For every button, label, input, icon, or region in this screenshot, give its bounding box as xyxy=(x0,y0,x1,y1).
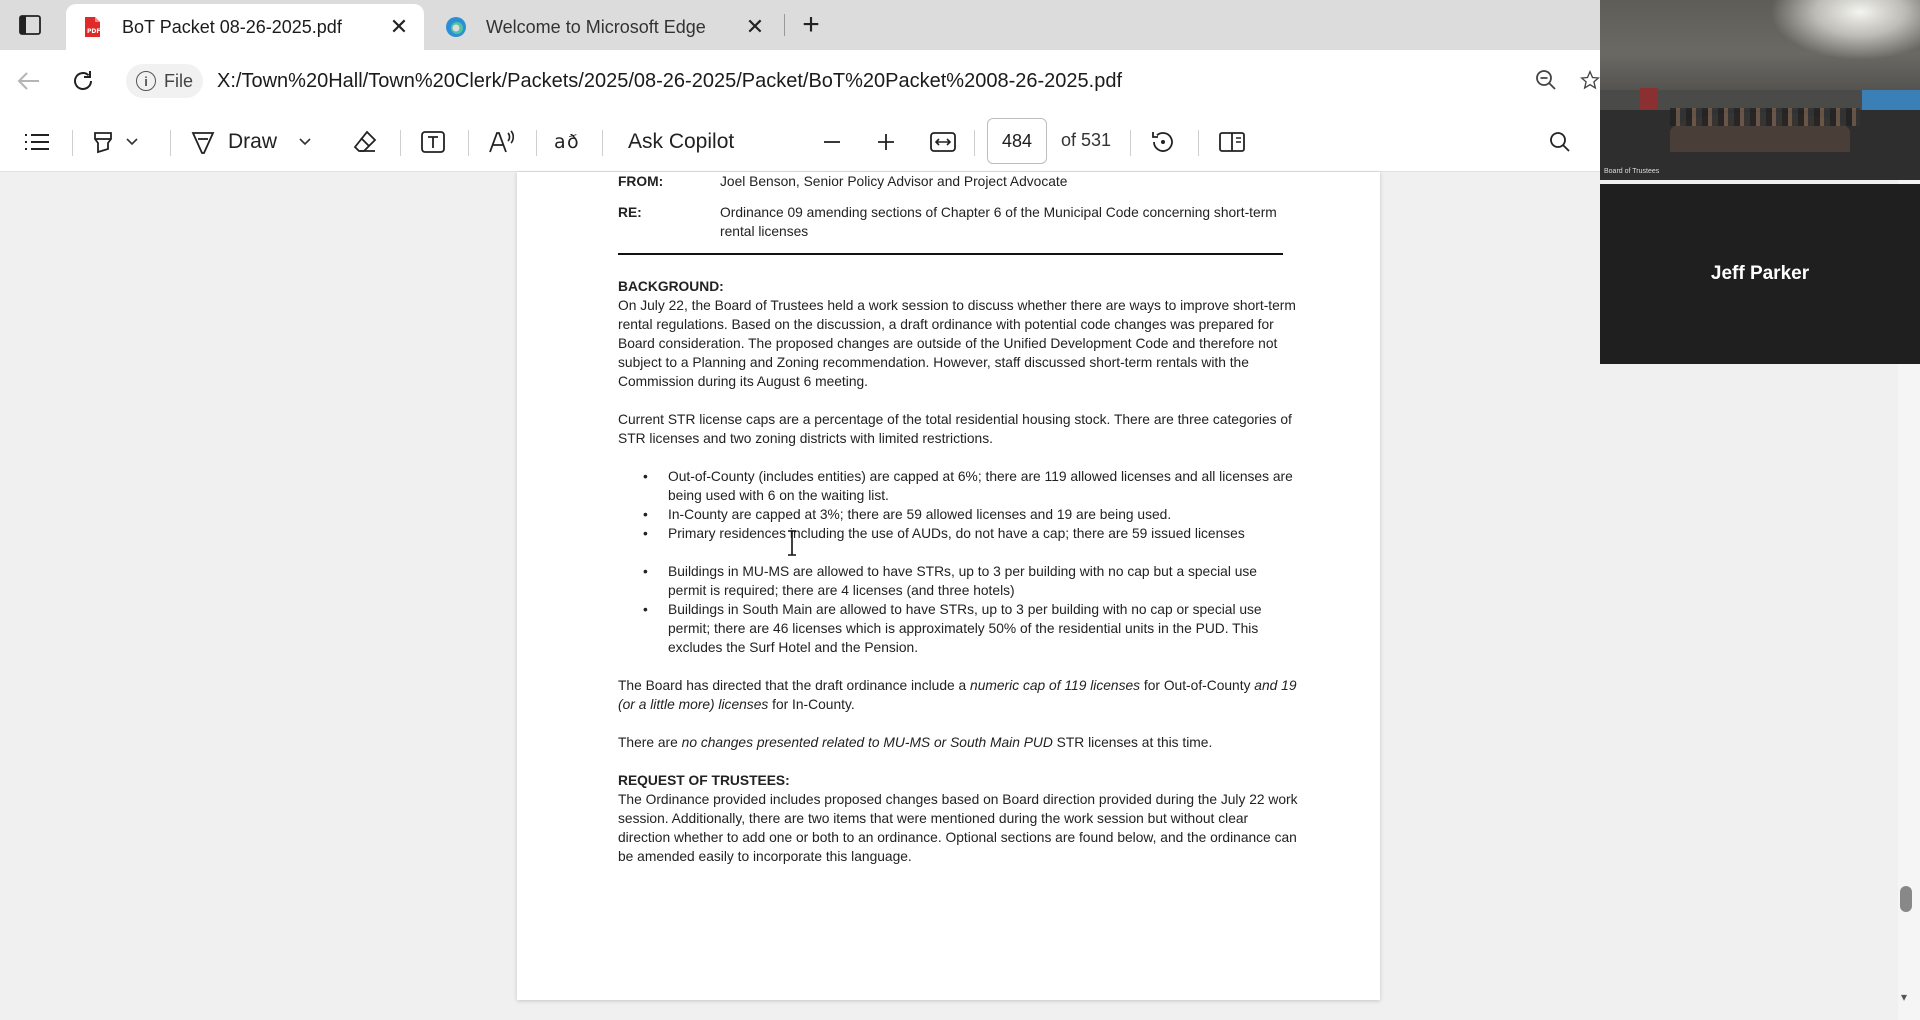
rotate-icon xyxy=(1150,129,1176,155)
read-aloud-icon xyxy=(488,129,516,155)
toolbar-separator xyxy=(400,130,401,156)
page-count: of 531 xyxy=(1061,130,1112,150)
site-info-chip[interactable] xyxy=(126,64,203,98)
request-heading: REQUEST OF TRUSTEES: xyxy=(618,773,790,788)
scroll-down-arrow-icon[interactable]: ▾ xyxy=(1901,990,1908,1004)
search-icon xyxy=(1548,130,1572,154)
zoom-out-icon xyxy=(1534,68,1558,92)
address-bar[interactable] xyxy=(120,59,1600,103)
toolbar-separator xyxy=(1130,130,1131,156)
plus-icon: + xyxy=(802,8,820,41)
tab-title: Welcome to Microsoft Edge xyxy=(486,16,706,37)
back-button[interactable] xyxy=(10,62,48,100)
rotate-button[interactable] xyxy=(1150,126,1176,158)
contents-button[interactable] xyxy=(24,126,50,158)
participant-tile xyxy=(1600,184,1920,364)
from-value: Joel Benson, Senior Policy Advisor and Project Advocate xyxy=(720,174,1068,189)
tab-separator xyxy=(784,14,785,36)
zoning-district-list xyxy=(643,562,1298,657)
ask-copilot-button[interactable] xyxy=(628,126,734,158)
room-caption: Board of Trustees xyxy=(1604,168,1660,175)
pdf-page[interactable] xyxy=(517,172,1380,1000)
text-cursor-icon xyxy=(787,530,797,556)
tab-title: BoT Packet 08-26-2025.pdf xyxy=(122,16,342,37)
minus-icon xyxy=(822,132,842,152)
pdf-icon xyxy=(80,15,104,39)
divider xyxy=(618,253,1283,255)
chevron-down-icon[interactable] xyxy=(126,138,138,146)
board-direction-paragraph: The Board has directed that the draft ordinance include a numeric cap of 119 licenses for Out-of-County and 19 (or a little more) licenses for In-County. xyxy=(618,678,1297,712)
zoom-out-indicator-button[interactable] xyxy=(1534,68,1558,97)
license-caps-paragraph: Current STR license caps are a percentage of the total residential housing stock. There are three categories of STR licenses and two zoning districts with limited restrictions. xyxy=(618,412,1292,446)
close-tab-icon[interactable]: ✕ xyxy=(389,14,409,39)
site-chip-label: File xyxy=(164,70,194,91)
toolbar-separator xyxy=(468,130,469,156)
list-item: • Buildings in South Main are allowed to have STRs, up to 3 per building with no cap or special use permit; there are 46 licenses which is approximately 50% of the residential units in the PUD. This excludes the Surf Hotel and the Pension. xyxy=(643,600,1298,657)
list-item: • Out-of-County (includes entities) are capped at 6%; there are 119 allowed licenses and all licenses are being used with 6 on the waiting list. xyxy=(643,467,1298,505)
info-icon: i xyxy=(136,71,156,91)
toolbar-separator xyxy=(536,130,537,156)
list-item: • Primary residences including the use of AUDs, do not have a cap; there are 59 issued licenses xyxy=(643,524,1298,543)
fit-to-width-button[interactable] xyxy=(930,126,956,158)
highlight-button[interactable] xyxy=(90,126,138,158)
zoom-out-button[interactable] xyxy=(822,126,842,158)
find-button[interactable] xyxy=(1548,126,1572,158)
refresh-button[interactable] xyxy=(64,62,102,100)
refresh-icon xyxy=(71,69,95,93)
translate-button[interactable] xyxy=(554,126,584,158)
background-paragraph: On July 22, the Board of Trustees held a work session to discuss whether there are ways to improve short-term rental regulations. Based on the discussion, a draft ordinance with potential code changes was prepared for Board consideration. The proposed changes are outside of the Unified Development Code and therefore not subject to a Planning and Zoning recommendation. However, staff discussed short-term rentals with the Commission during its August 6 meeting. xyxy=(618,298,1296,389)
toolbar-separator xyxy=(170,130,171,156)
close-tab-icon[interactable]: ✕ xyxy=(745,14,765,39)
request-paragraph: The Ordinance provided includes proposed changes based on Board direction provided during the July 22 work session. Additionally, there are two items that were mentioned during the work session but without clear direction whether to add one or both to an ordinance. Optional sections are found below, and the ordinance can be amended easily to incorporate this language. xyxy=(618,792,1298,864)
memo-from-row xyxy=(618,172,1298,191)
pdf-toolbar xyxy=(0,112,1600,172)
translate-icon xyxy=(554,129,584,155)
page-number-input[interactable]: 484 xyxy=(987,118,1047,164)
re-value: Ordinance 09 amending sections of Chapter 6 of the Municipal Code concerning short-term rental licenses xyxy=(720,205,1277,239)
edge-icon xyxy=(444,15,468,39)
favorite-button[interactable] xyxy=(1580,68,1600,97)
from-label: FROM: xyxy=(618,174,664,189)
license-category-list xyxy=(643,467,1298,543)
list-item: • Buildings in MU-MS are allowed to have STRs, up to 3 per building with no cap but a special use permit is required; there are 4 licenses (and three hotels) xyxy=(643,562,1298,600)
new-tab-button[interactable] xyxy=(794,8,828,42)
svg-text:a: a xyxy=(554,131,566,153)
tab-actions-button[interactable] xyxy=(14,10,46,40)
list-item: • In-County are capped at 3%; there are 59 allowed licenses and 19 are being used. xyxy=(643,505,1298,524)
draw-label: Draw xyxy=(228,130,278,153)
toolbar-separator xyxy=(602,130,603,156)
page-view-button[interactable] xyxy=(1218,126,1246,158)
tab-edge-welcome[interactable] xyxy=(430,4,780,50)
back-arrow-icon xyxy=(17,71,41,91)
chevron-down-icon[interactable] xyxy=(299,138,311,146)
page-view-icon xyxy=(1218,130,1246,154)
address-bar-row xyxy=(0,50,1600,112)
document-content xyxy=(618,172,1298,866)
eraser-icon xyxy=(352,129,378,155)
svg-text:ð: ð xyxy=(567,131,579,153)
re-label: RE: xyxy=(618,205,642,220)
ask-copilot-label: Ask Copilot xyxy=(628,130,735,153)
draw-button[interactable] xyxy=(190,126,311,158)
pen-icon xyxy=(190,129,216,155)
highlighter-icon xyxy=(90,129,116,155)
meeting-room-video xyxy=(1600,0,1920,180)
url-text[interactable]: X:/Town%20Hall/Town%20Clerk/Packets/2025/08-26-2025/Packet/BoT%20Packet%2008-26-2025.pdf xyxy=(217,69,1122,92)
tab-actions-icon xyxy=(19,15,41,35)
svg-text:PDF: PDF xyxy=(87,28,101,35)
zoom-in-button[interactable] xyxy=(876,126,896,158)
add-text-button[interactable] xyxy=(420,126,446,158)
read-aloud-button[interactable] xyxy=(488,126,516,158)
toolbar-separator xyxy=(974,130,975,156)
toolbar-separator xyxy=(1198,130,1199,156)
star-icon xyxy=(1580,68,1600,92)
table-of-contents-icon xyxy=(24,132,50,152)
plus-icon xyxy=(876,132,896,152)
no-changes-paragraph: There are no changes presented related to MU-MS or South Main PUD STR licenses at this time. xyxy=(618,735,1213,750)
toolbar-separator xyxy=(72,130,73,156)
erase-button[interactable] xyxy=(352,126,378,158)
text-box-icon xyxy=(420,129,446,155)
background-heading: BACKGROUND: xyxy=(618,279,724,294)
memo-re-row xyxy=(618,203,1298,241)
tab-pdf[interactable] xyxy=(66,4,424,50)
scrollbar-thumb[interactable] xyxy=(1900,886,1912,912)
participant-name: Jeff Parker xyxy=(1710,263,1810,284)
fit-width-icon xyxy=(930,131,956,153)
